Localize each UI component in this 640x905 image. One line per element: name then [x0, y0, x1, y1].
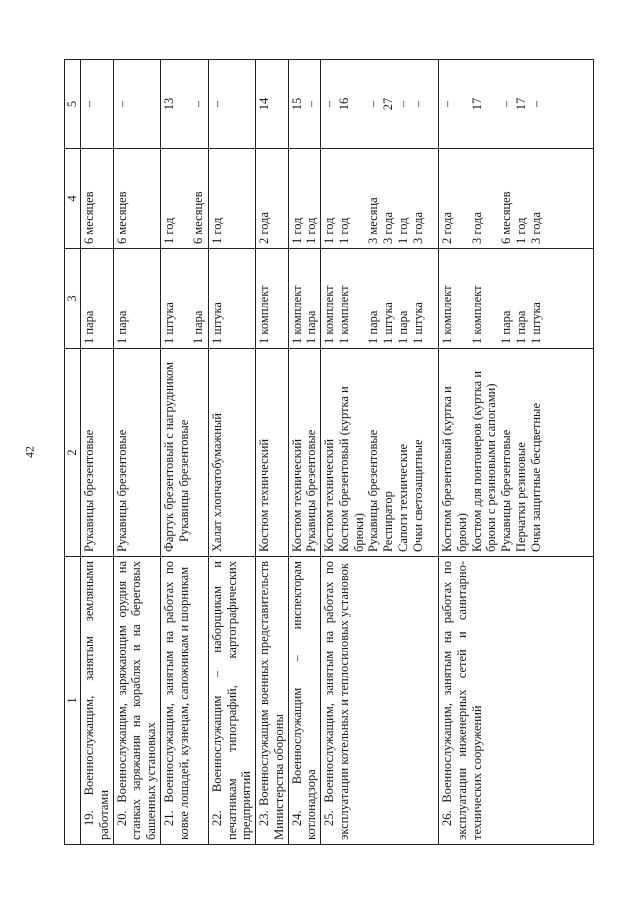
- term-cell: [288, 149, 321, 249]
- item-term: 1 год: [289, 217, 304, 244]
- position-cell: [81, 557, 114, 845]
- table-row: [208, 60, 255, 845]
- item-qty: 1 пара: [366, 310, 381, 344]
- item-name: Рукавицы брезентовые: [366, 429, 381, 552]
- position-text: 19. Военнослужащим, занятым земляными работами: [82, 561, 111, 840]
- page-number: 42: [22, 446, 37, 458]
- item-ref: –: [304, 100, 319, 108]
- qty-cell: [256, 249, 289, 349]
- position-text: 26. Военнослужащим, занятым на работах по эксплуатации инженерных сетей и санитарно-технических сооружений: [440, 561, 484, 840]
- table-row: [256, 60, 289, 845]
- item-ref: 17: [513, 97, 528, 111]
- item-qty: 1 штука: [410, 302, 425, 344]
- item-name: Рукавицы брезентовые: [114, 429, 129, 552]
- col-header: 3: [65, 249, 81, 349]
- item-qty: 1 пара: [513, 310, 528, 344]
- ref-cell: [113, 60, 160, 149]
- item-qty: 1 комплект: [440, 285, 454, 344]
- item-ref: 15: [289, 97, 304, 111]
- item-term: 1 год: [336, 217, 351, 244]
- item-qty: 1 комплект: [336, 285, 351, 344]
- item-qty: 1 пара: [499, 310, 513, 344]
- col-header: 5: [65, 60, 81, 149]
- item-term: 1 год: [322, 217, 336, 244]
- item-ref: –: [82, 100, 96, 108]
- qty-cell: [288, 249, 321, 349]
- spacer: [177, 153, 192, 244]
- item-qty: 1 комплект: [322, 285, 336, 344]
- term-cell: [439, 149, 594, 249]
- position-cell: [113, 557, 160, 845]
- item-term: 1 год: [161, 217, 176, 244]
- ref-cell: [256, 60, 289, 149]
- table-row: [113, 60, 160, 845]
- position-cell: [160, 557, 208, 845]
- item-name: Перчатки резиновые: [513, 442, 528, 552]
- qty-cell: [160, 249, 208, 349]
- position-cell: [208, 557, 255, 845]
- item-ref: –: [191, 100, 206, 108]
- item-term: 3 месяца: [366, 197, 381, 244]
- item-name: Костюм технический: [322, 438, 336, 552]
- col-header: 4: [65, 149, 81, 249]
- item-ref: –: [395, 100, 410, 108]
- item-cell: [81, 349, 114, 557]
- item-term: 3 года: [528, 212, 543, 244]
- spacer: [352, 64, 367, 144]
- qty-cell: [208, 249, 255, 349]
- qty-cell: [113, 249, 160, 349]
- table-row: [288, 60, 321, 845]
- item-name: Рукавицы брезентовые: [176, 419, 191, 542]
- item-term: 2 года: [440, 212, 454, 244]
- ref-cell: [81, 60, 114, 149]
- item-cell: [113, 349, 160, 557]
- term-cell: [208, 149, 255, 249]
- item-term: 1 год: [513, 217, 528, 244]
- term-cell: [81, 149, 114, 249]
- spacer: [484, 153, 499, 244]
- item-ref: 13: [161, 97, 176, 111]
- item-ref: –: [410, 100, 425, 108]
- position-text: 21. Военнослужащим, занятым на работах по ковке лошадей, кузнецам, сапожникам и шорникам: [161, 561, 191, 840]
- term-cell: [160, 149, 208, 249]
- qty-cell: [321, 249, 439, 349]
- item-name: Костюм брезентовый (куртка и брюки): [336, 386, 366, 552]
- item-name: Костюм технический: [257, 438, 271, 552]
- item-term: 2 года: [257, 212, 271, 244]
- item-term: 6 месяцев: [82, 191, 96, 244]
- header-row: [65, 60, 81, 845]
- spacer: [455, 253, 470, 344]
- ref-cell: [208, 60, 255, 149]
- item-qty: 1 штука: [161, 302, 176, 344]
- item-term: 1 год: [209, 217, 224, 244]
- position-text: 20. Военнослужащим, заряжающим орудия на станках заряжания на кораблях и на береговых башенных установках: [114, 561, 158, 840]
- spacer: [484, 253, 499, 344]
- item-name: Рукавицы брезентовые: [82, 429, 96, 552]
- term-cell: [113, 149, 160, 249]
- position-cell: [288, 557, 321, 845]
- item-name: Очки защитные бесцветные: [528, 403, 543, 552]
- spacer: [352, 153, 367, 244]
- item-qty: 1 штука: [528, 302, 543, 344]
- item-name: Рукавицы брезентовые: [304, 429, 319, 552]
- item-term: 1 год: [304, 217, 319, 244]
- item-cell: [256, 349, 289, 557]
- item-name: Рукавицы брезентовые: [499, 429, 513, 552]
- item-ref: –: [499, 100, 513, 108]
- item-qty: 1 штука: [381, 302, 395, 344]
- table-row: [81, 60, 114, 845]
- table-row: [160, 60, 208, 845]
- item-term: 3 года: [469, 212, 484, 244]
- item-name: Респиратор: [381, 491, 395, 552]
- term-cell: [321, 149, 439, 249]
- item-ref: –: [322, 100, 336, 108]
- position-text: 24. Военнослужащим – инспекторам котлонадзора: [289, 561, 319, 840]
- term-cell: [256, 149, 289, 249]
- item-qty: 1 штука: [209, 302, 224, 344]
- item-ref: –: [209, 100, 224, 108]
- item-term: 6 месяцев: [499, 191, 513, 244]
- item-qty: 1 пара: [114, 310, 129, 344]
- ref-cell: [160, 60, 208, 149]
- col-header: 2: [65, 349, 81, 557]
- table-row: [321, 60, 439, 845]
- position-cell: [256, 557, 289, 845]
- item-cell: [321, 349, 439, 557]
- ref-cell: [321, 60, 439, 149]
- item-ref: 14: [257, 97, 271, 111]
- item-ref: 27: [381, 97, 395, 111]
- item-qty: 1 комплект: [257, 285, 271, 344]
- item-term: 1 год: [395, 217, 410, 244]
- item-name: Сапоги технические: [395, 443, 410, 552]
- spacer: [177, 64, 192, 144]
- item-term: 6 месяцев: [191, 191, 206, 244]
- spacer: [455, 64, 470, 144]
- position-cell: [439, 557, 594, 845]
- item-term: 3 года: [381, 212, 395, 244]
- item-ref: –: [528, 100, 543, 108]
- item-cell: [288, 349, 321, 557]
- item-qty: 1 пара: [191, 310, 206, 344]
- item-name: Халат хлопчатобумажный: [209, 413, 224, 552]
- item-term: 3 года: [410, 212, 425, 244]
- item-name: Очки светозащитные: [410, 439, 425, 552]
- item-qty: 1 пара: [395, 310, 410, 344]
- rotated-table-container: [64, 60, 594, 845]
- position-text: 25. Военнослужащим, занятым на работах по эксплуатации котельных и теплосиловых установок: [322, 561, 351, 840]
- item-cell: [160, 349, 208, 557]
- qty-cell: [439, 249, 594, 349]
- position-cell: [321, 557, 439, 845]
- item-ref: –: [440, 100, 454, 108]
- spacer: [455, 153, 470, 244]
- item-qty: 1 комплект: [469, 285, 484, 344]
- item-qty: 1 комплект: [289, 285, 304, 344]
- item-qty: 1 пара: [304, 310, 319, 344]
- item-qty: 1 пара: [82, 310, 96, 344]
- ref-cell: [288, 60, 321, 149]
- item-cell: [439, 349, 594, 557]
- spacer: [177, 253, 192, 344]
- ref-cell: [439, 60, 594, 149]
- item-ref: –: [114, 100, 129, 108]
- item-ref: 17: [469, 97, 484, 111]
- col-header: 1: [65, 557, 81, 845]
- item-name: Костюм брезентовый (куртка и брюки): [440, 386, 469, 552]
- position-text: 22. Военнослужащим – наборщикам и печатникам типографий, картографических предприятий: [209, 561, 254, 840]
- qty-cell: [81, 249, 114, 349]
- item-cell: [208, 349, 255, 557]
- clothing-norms-table: [64, 59, 594, 845]
- item-name: Костюм для понтонеров (куртка и брюки с резиновыми сапогами): [469, 370, 499, 552]
- item-ref: –: [366, 100, 381, 108]
- spacer: [352, 253, 367, 344]
- item-ref: 16: [336, 97, 351, 111]
- item-name: Костюм технический: [289, 438, 304, 552]
- position-text: 23. Военнослужащим военных представительств Министерства обороны: [257, 561, 286, 840]
- item-term: 6 месяцев: [114, 191, 129, 244]
- spacer: [484, 64, 499, 144]
- item-name: Фартук брезентовый с нагрудником: [161, 361, 176, 552]
- table-row: [439, 60, 594, 845]
